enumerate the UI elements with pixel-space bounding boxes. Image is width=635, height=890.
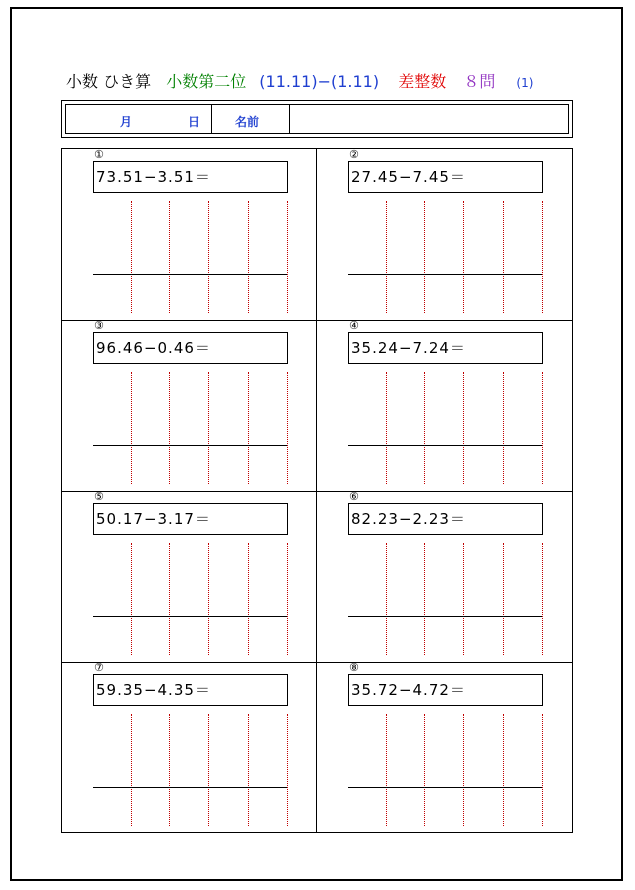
digit-guide-line	[463, 372, 464, 484]
digit-guide-line	[131, 201, 132, 313]
digit-guide-line	[503, 714, 504, 826]
problem-number: ①	[94, 148, 104, 161]
problem-expression: 35.72−4.72＝	[348, 674, 543, 706]
digit-guide-line	[542, 372, 543, 484]
digit-guide-line	[169, 372, 170, 484]
problem-expression: 96.46−0.46＝	[93, 332, 288, 364]
digit-guide-line	[463, 714, 464, 826]
problem-expression: 35.24−7.24＝	[348, 332, 543, 364]
digit-guide-line	[287, 201, 288, 313]
digit-guide-line	[503, 201, 504, 313]
answer-line	[93, 787, 287, 788]
digit-guide-line	[424, 714, 425, 826]
problem-number: ⑤	[94, 490, 104, 503]
title-result-type: 差整数	[398, 72, 447, 91]
answer-line	[93, 445, 287, 446]
digit-guide-line	[208, 714, 209, 826]
problem-number: ⑧	[349, 661, 359, 674]
problem-cell	[317, 491, 572, 662]
answer-line	[93, 274, 287, 275]
problem-expression: 59.35−4.35＝	[93, 674, 288, 706]
day-label: 日	[188, 115, 201, 129]
name-date-box	[61, 100, 573, 138]
problem-expression: 82.23−2.23＝	[348, 503, 543, 535]
problem-number: ⑦	[94, 661, 104, 674]
digit-guide-line	[131, 543, 132, 655]
answer-line	[348, 274, 542, 275]
problem-expression: 27.45−7.45＝	[348, 161, 543, 193]
digit-guide-line	[386, 714, 387, 826]
problem-number: ③	[94, 319, 104, 332]
digit-guide-line	[386, 201, 387, 313]
digit-guide-line	[248, 543, 249, 655]
title-level: 小数第二位	[166, 72, 247, 91]
problem-cell	[62, 491, 317, 662]
digit-guide-line	[208, 543, 209, 655]
digit-guide-line	[424, 372, 425, 484]
problem-expression: 50.17−3.17＝	[93, 503, 288, 535]
digit-guide-line	[131, 372, 132, 484]
digit-guide-line	[248, 372, 249, 484]
problem-cell	[62, 662, 317, 833]
problem-grid	[61, 148, 573, 833]
title-count: ８問	[463, 72, 496, 91]
title-sheet-number: (1)	[516, 76, 534, 90]
problem-cell	[317, 320, 572, 491]
problem-number: ④	[349, 319, 359, 332]
digit-guide-line	[287, 543, 288, 655]
answer-line	[348, 616, 542, 617]
date-divider	[211, 105, 212, 133]
digit-guide-line	[386, 372, 387, 484]
problem-number: ②	[349, 148, 359, 161]
problem-cell	[62, 320, 317, 491]
problem-cell	[317, 149, 572, 320]
answer-line	[348, 787, 542, 788]
digit-guide-line	[169, 201, 170, 313]
digit-guide-line	[248, 201, 249, 313]
problem-number: ⑥	[349, 490, 359, 503]
title-pattern: (11.11)−(1.11)	[259, 72, 380, 91]
digit-guide-line	[131, 714, 132, 826]
digit-guide-line	[169, 714, 170, 826]
digit-guide-line	[463, 201, 464, 313]
name-label: 名前	[235, 115, 260, 129]
digit-guide-line	[287, 372, 288, 484]
digit-guide-line	[503, 543, 504, 655]
problem-cell	[317, 662, 572, 833]
answer-line	[348, 445, 542, 446]
digit-guide-line	[287, 714, 288, 826]
digit-guide-line	[208, 201, 209, 313]
digit-guide-line	[542, 201, 543, 313]
worksheet-title	[66, 72, 533, 93]
digit-guide-line	[542, 543, 543, 655]
digit-guide-line	[424, 543, 425, 655]
digit-guide-line	[503, 372, 504, 484]
digit-guide-line	[542, 714, 543, 826]
name-field[interactable]	[290, 105, 568, 133]
problem-expression: 73.51−3.51＝	[93, 161, 288, 193]
digit-guide-line	[424, 201, 425, 313]
digit-guide-line	[169, 543, 170, 655]
name-date-inner	[65, 104, 569, 134]
title-topic: 小数 ひき算	[66, 72, 152, 91]
digit-guide-line	[248, 714, 249, 826]
digit-guide-line	[208, 372, 209, 484]
answer-line	[93, 616, 287, 617]
digit-guide-line	[463, 543, 464, 655]
digit-guide-line	[386, 543, 387, 655]
problem-cell	[62, 149, 317, 320]
month-label: 月	[120, 115, 133, 129]
